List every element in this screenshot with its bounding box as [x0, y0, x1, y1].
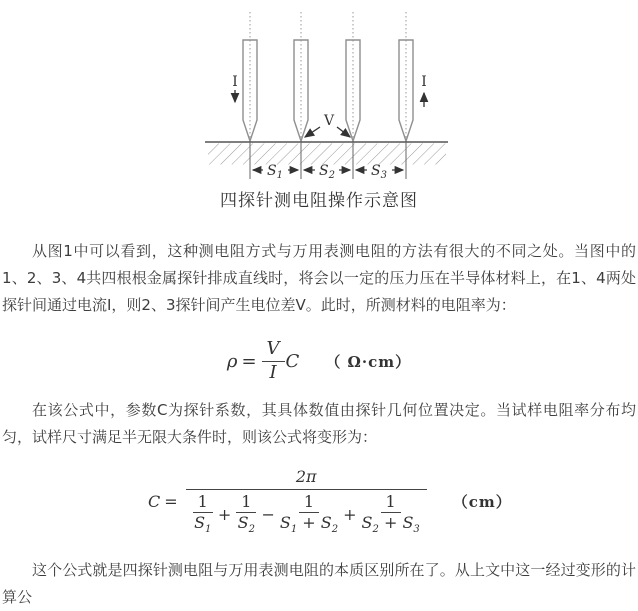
s1-spacing-label: $S_1$	[267, 163, 283, 181]
v-over-i-fraction	[262, 339, 285, 383]
coefficient-symbol: C	[285, 350, 300, 372]
term-1-over-s1-plus-s2: $\frac{1}{S_1 + S_2}$	[279, 491, 339, 536]
current-denominator: I	[269, 361, 277, 383]
coefficient-denominator	[186, 489, 427, 536]
rho-symbol: ρ	[226, 350, 238, 372]
resistivity-unit: （ Ω·cm）	[325, 352, 412, 371]
probe-1-needle	[243, 40, 257, 141]
equals-sign: =	[241, 350, 257, 372]
minus-operator: −	[261, 504, 275, 524]
formula-resistivity	[0, 339, 638, 383]
term-1-over-s2-plus-s3: $\frac{1}{S_2 + S_3}$	[361, 491, 420, 536]
s2-spacing-label: $S_2$	[319, 163, 335, 181]
two-pi-numerator: 2π	[295, 467, 317, 487]
term-1-over-s1: $\frac{1}{S_1}$	[194, 491, 212, 536]
sample-surface-hatching	[208, 144, 446, 165]
coefficient-fraction	[186, 468, 427, 535]
equals-sign: =	[164, 492, 178, 512]
four-probe-diagram	[0, 0, 638, 182]
paragraph-intro: 从图1中可以看到，这种测电阻方式与万用表测电阻的方法有很大的不同之处。当图中的1、2、3、4共四根根金属探针排成直线时，将会以一定的压力压在半导体材料上，在1、4两处探针间通过电流I，则2、3探针间产生电位差V。此时，所测材料的电阻率为：	[2, 242, 636, 314]
plus-operator: +	[217, 504, 232, 524]
c-symbol: C	[148, 492, 161, 512]
four-probe-figure	[0, 0, 638, 211]
s3-spacing-label: $S_3$	[371, 163, 387, 181]
voltage-label: V	[323, 113, 335, 129]
figure-caption: 四探针测电阻操作示意图	[220, 191, 418, 211]
paragraph-conclusion: 这个公式就是四探针测电阻与万用表测电阻的本质区别所在了。从上文中这一经过变形的计算公	[2, 560, 636, 606]
current-out-label: I	[421, 74, 427, 90]
probe-2-needle	[294, 40, 308, 141]
current-in-label: I	[232, 74, 238, 90]
voltage-arrow-left	[305, 127, 320, 137]
plus-operator: +	[343, 504, 357, 524]
voltage-arrow-right	[337, 127, 350, 137]
paragraph-coefficient: 在该公式中，参数C为探针系数，其具体数值由探针几何位置决定。当试样电阻率分布均匀，试样尺寸满足半无限大条件时，则该公式将变形为：	[2, 401, 636, 447]
formula-probe-coefficient	[148, 468, 638, 535]
probe-4-needle	[399, 40, 413, 141]
term-1-over-s2: $\frac{1}{S_2}$	[237, 491, 256, 536]
voltage-numerator: V	[262, 339, 285, 362]
coefficient-unit: （cm）	[452, 493, 512, 512]
probe-3-needle	[346, 40, 360, 141]
